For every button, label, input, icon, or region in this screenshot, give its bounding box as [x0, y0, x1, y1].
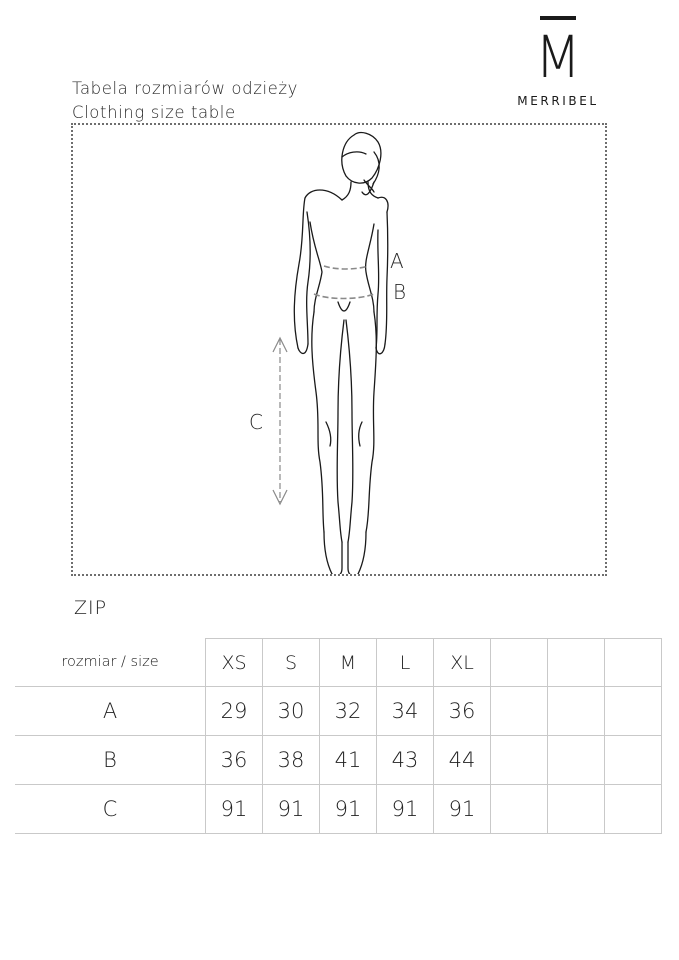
- size-header-cell: S: [263, 639, 320, 687]
- size-table-title: [72, 77, 298, 125]
- size-header-cell: M: [320, 639, 377, 687]
- size-header-cell: XS: [206, 639, 263, 687]
- row-label: B: [15, 736, 206, 785]
- size-header-cell: [605, 639, 662, 687]
- table-cell: 32: [320, 687, 377, 736]
- measure-line-b: [314, 294, 374, 299]
- table-cell: 91: [377, 785, 434, 834]
- table-cell: [491, 687, 548, 736]
- size-header-row: [15, 639, 662, 687]
- table-cell: 91: [434, 785, 491, 834]
- row-label: A: [15, 687, 206, 736]
- table-row: [15, 736, 662, 785]
- table-cell: 43: [377, 736, 434, 785]
- measure-line-a: [324, 266, 368, 269]
- table-cell: [605, 687, 662, 736]
- table-cell: [605, 785, 662, 834]
- table-row: [15, 687, 662, 736]
- table-cell: [491, 785, 548, 834]
- model-name: ZIP: [74, 597, 108, 619]
- table-cell: [548, 785, 605, 834]
- measure-label-a: A: [390, 249, 404, 273]
- size-header-label: rozmiar / size: [15, 639, 206, 687]
- table-cell: [605, 736, 662, 785]
- table-cell: 91: [320, 785, 377, 834]
- table-cell: 91: [206, 785, 263, 834]
- table-cell: 30: [263, 687, 320, 736]
- figure-panel: [71, 123, 607, 576]
- title-english: Clothing size table: [72, 103, 236, 122]
- table-cell: [548, 687, 605, 736]
- table-cell: 38: [263, 736, 320, 785]
- table-cell: [548, 736, 605, 785]
- table-cell: 29: [206, 687, 263, 736]
- table-cell: 44: [434, 736, 491, 785]
- measure-arrow-c: [273, 338, 287, 504]
- table-cell: 91: [263, 785, 320, 834]
- logo-bar: [540, 16, 576, 20]
- size-header-cell: [491, 639, 548, 687]
- body-silhouette-illustration: [73, 125, 605, 574]
- measure-label-c: C: [249, 410, 263, 434]
- size-header-cell: XL: [434, 639, 491, 687]
- table-row: [15, 785, 662, 834]
- title-polish: Tabela rozmiarów odzieży: [72, 79, 299, 98]
- table-cell: 34: [377, 687, 434, 736]
- row-label: C: [15, 785, 206, 834]
- size-header-cell: L: [377, 639, 434, 687]
- size-header-cell: [548, 639, 605, 687]
- table-cell: 36: [434, 687, 491, 736]
- brand-name: MERRIBEL: [517, 94, 599, 108]
- measure-label-b: B: [393, 280, 407, 304]
- table-cell: 41: [320, 736, 377, 785]
- logo-letter: M: [534, 23, 582, 91]
- table-cell: 36: [206, 736, 263, 785]
- size-table: [15, 638, 662, 834]
- table-cell: [491, 736, 548, 785]
